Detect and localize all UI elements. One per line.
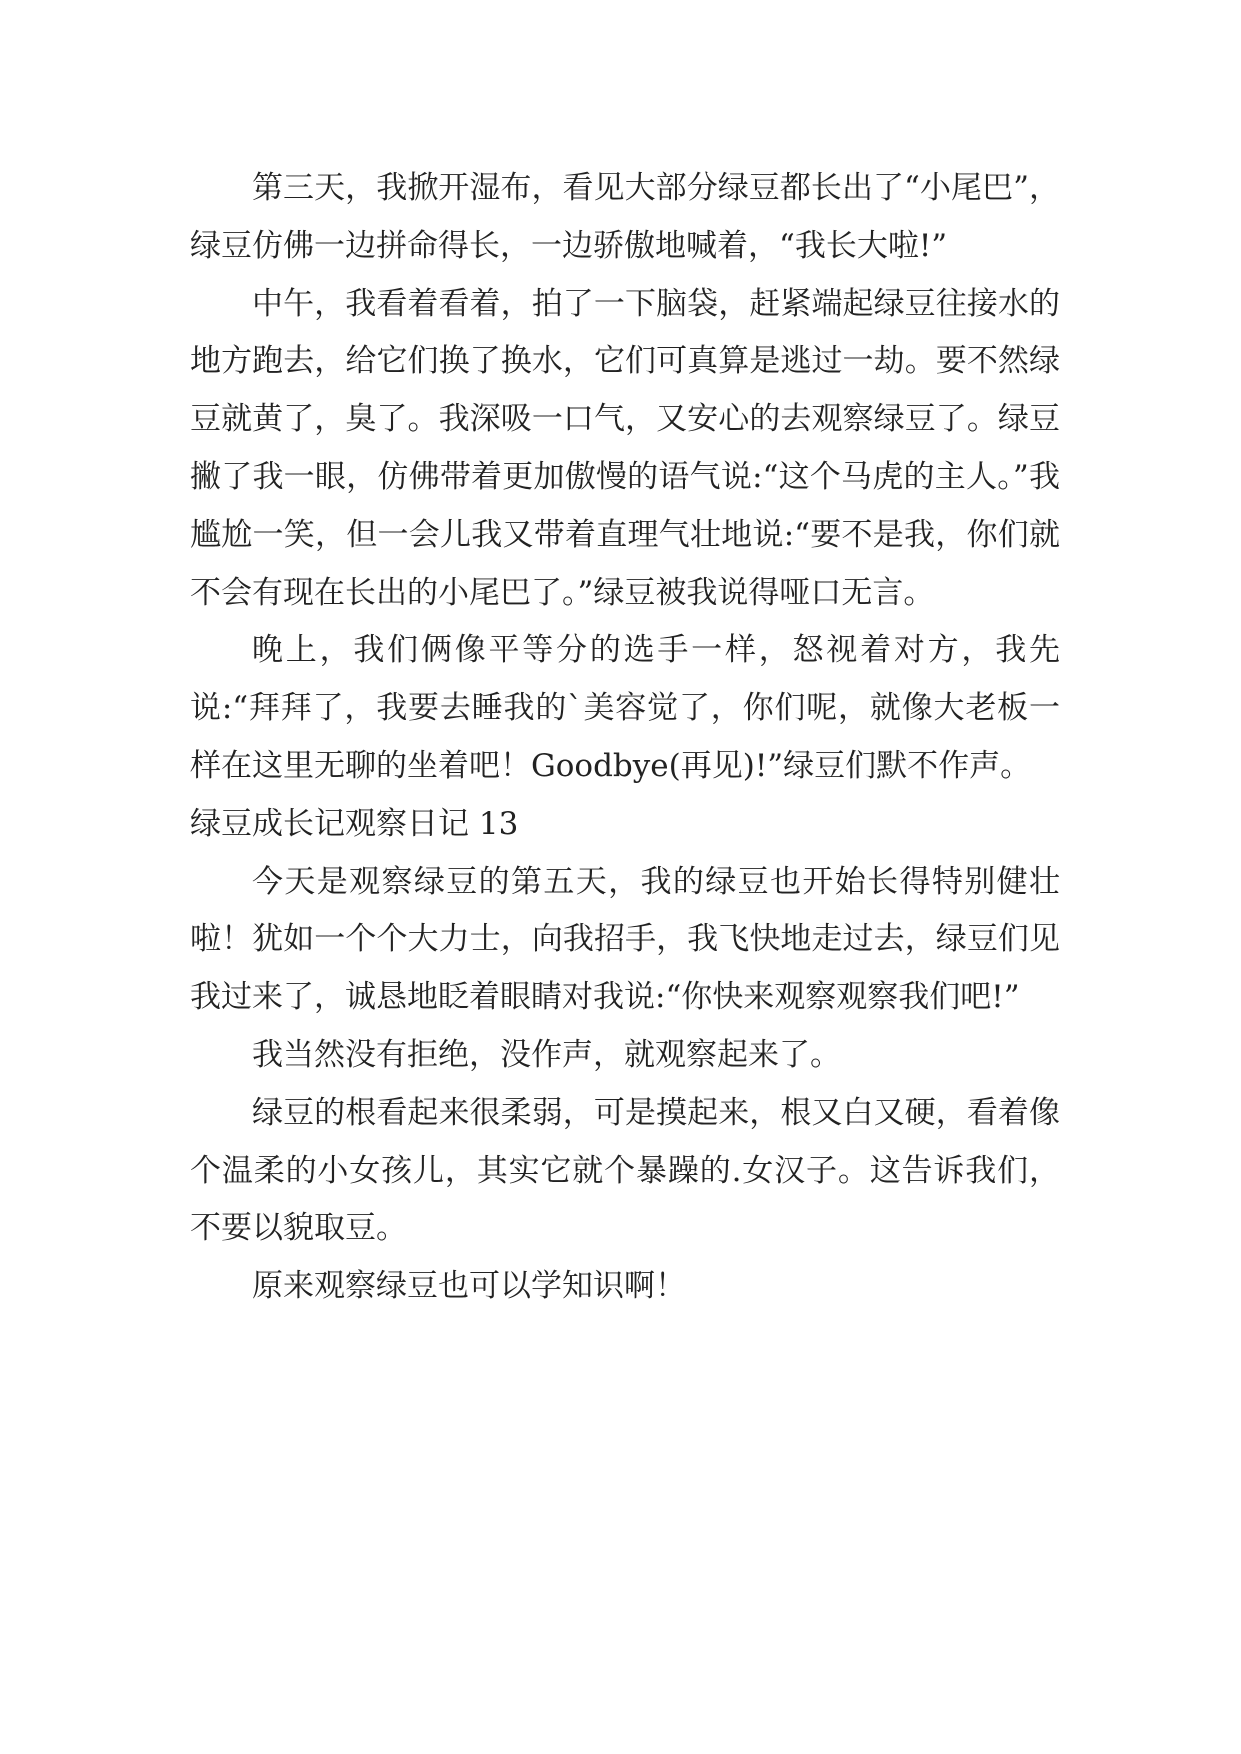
paragraph: 原来观察绿豆也可以学知识啊！: [252, 1268, 686, 1305]
paragraph: 今天是观察绿豆的第五天，我的绿豆也开始长得特别健壮啦！犹如一个个大力士，向我招手，我飞快地走过去，绿豆们见我过来了，诚恳地眨着眼睛对我说:“你快来观察观察我们吧!”: [190, 863, 1060, 1016]
paragraph: 绿豆的根看起来很柔弱，可是摸起来，根又白又硬，看着像个温柔的小女孩儿，其实它就个暴躁的.女汉子。这告诉我们，不要以貌取豆。: [190, 1094, 1060, 1247]
paragraph: 我当然没有拒绝，没作声，就观察起来了。: [252, 1036, 841, 1073]
paragraph: 晚上，我们俩像平等分的选手一样，怒视着对方，我先说:“拜拜了，我要去睡我的`美容觉了，你们呢，就像大老板一样在这里无聊的坐着吧！Goodbye(再见)!”绿豆们默不作声。: [190, 632, 1060, 784]
document-page: [190, 160, 1060, 1316]
paragraph: 中午，我看着看着，拍了一下脑袋，赶紧端起绿豆往接水的地方跑去，给它们换了换水，它们可真算是逃过一劫。要不然绿豆就黄了，臭了。我深吸一口气，又安心的去观察绿豆了。绿豆撇了我一眼，仿佛带着更加傲慢的语气说:“这个马虎的主人。”我尴尬一笑，但一会儿我又带着直理气壮地说:“要不是我，你们就不会有现在长出的小尾巴了。”绿豆被我说得哑口无言。: [190, 285, 1060, 611]
section-title: 绿豆成长记观察日记 13: [190, 805, 519, 842]
paragraph: 第三天，我掀开湿布，看见大部分绿豆都长出了“小尾巴”，绿豆仿佛一边拼命得长，一边骄傲地喊着，“我长大啦!”: [190, 170, 1060, 264]
